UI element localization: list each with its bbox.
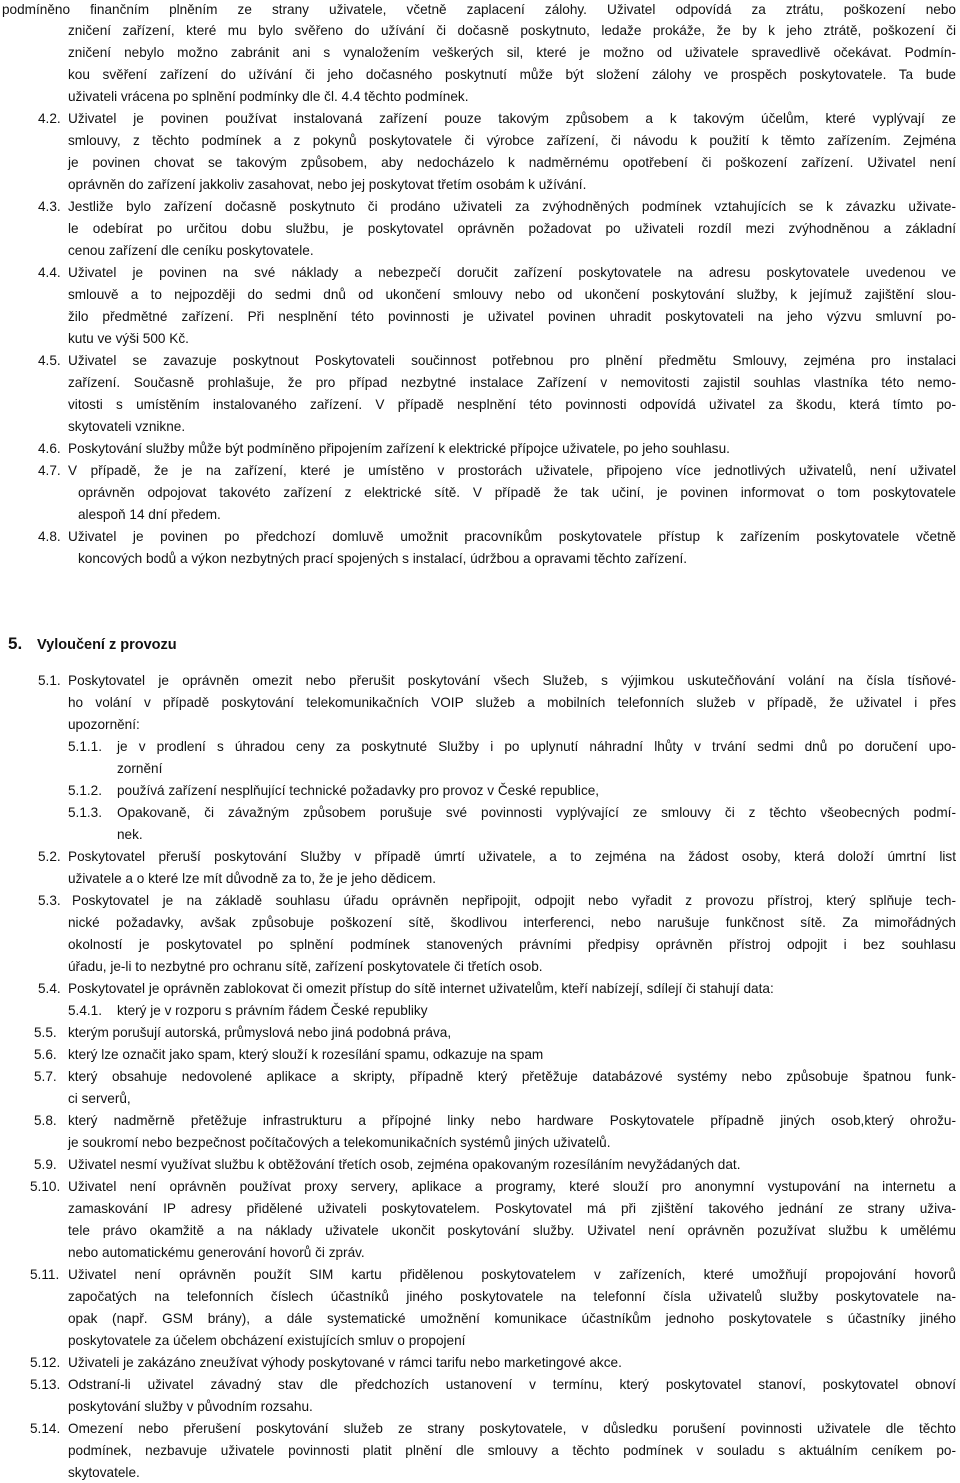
text-line: oprávněn do zařízení jakkoliv zasahovat, nebo jej poskytovat třetím osobám k užívání.	[68, 177, 587, 192]
clause-number: 5.8.	[34, 1113, 57, 1128]
text-line: který lze označit jako spam, který slouží k rozesílání spamu, odkazuje na spam	[68, 1047, 544, 1062]
text-line: koncových bodů a výkon nezbytných prací spojených s instalací, údržbou a opravami těchto zařízení.	[78, 551, 688, 566]
text-line: Poskytovatel je oprávněn omezit nebo přerušit poskytování všech Služeb, s výjimkou uskutečňování volání na čísla tísňové-	[68, 673, 956, 688]
text-line: kutu ve výši 500 Kč.	[68, 331, 189, 346]
text-line: Jestliže bylo zařízení dočasně poskytnuto či prodáno uživateli za zvýhodněných podmínek vztahujících se k závazku uživate-	[68, 199, 956, 214]
text-line: V případě, že je na zařízení, které je umístěno v prostorách uživatele, připojeno více jednotlivých uživatelů, není uživatel	[68, 463, 956, 478]
text-line: alespoň 14 dní předem.	[78, 507, 221, 522]
clause-number: 4.7.	[38, 463, 61, 478]
text-line: zornění	[117, 761, 163, 776]
text-line: podmínek, nezbavuje uživatele povinnosti platit plnění dle smlouvy a těchto podmínek v souladu s aktuálním ceníkem po-	[68, 1443, 956, 1458]
text-line: podmíněno finančním plněním ze strany uživatele, včetně zaplacení zálohy. Uživatel odpovídá za ztrátu, poškození nebo	[2, 2, 956, 17]
text-line: je soukromí nebo bezpečnost počítačových a telekomunikačních systémů jiných uživatelů.	[68, 1135, 611, 1150]
clause-number: 5.1.	[38, 673, 61, 688]
clause-number: 5.12.	[30, 1355, 61, 1370]
text-line: nebo automatickému generování hovorů či zpráv.	[68, 1245, 365, 1260]
clause-number: 4.2.	[38, 111, 61, 126]
text-line: zničení zařízení, které mu bylo svěřeno do užívání či dočasně poskytnuto, ledaže prokáže, že by k jeho ztrátě, poškození či	[68, 23, 956, 38]
text-line: Poskytovatel přeruší poskytování Služby v případě úmrtí uživatele, a to zejména na žádost osoby, která doloží úmrtní list	[68, 849, 956, 864]
text-line: Poskytování služby může být podmíněno připojením zařízení k elektrické přípojce uživatele, po jeho souhlasu.	[68, 441, 730, 456]
text-line: Poskytovatel je oprávněn zablokovat či omezit přístup do sítě internet uživatelům, kteří nabízejí, sdílejí či stahují data:	[68, 981, 774, 996]
text-line: který obsahuje nedovolené aplikace a skripty, případně který přetěžuje databázové systémy nebo způsobuje špatnou funk-	[68, 1069, 956, 1084]
text-line: nické požadavky, avšak způsobuje poškození sítě, škodlivou interferenci, nebo narušuje funkčnost sítě. Za mimořádných	[68, 915, 956, 930]
text-line: le odebírat po určitou dobu službu, je poskytovatel oprávněn požadovat po uživateli rozdíl mezi zvýhodněnou a základní	[68, 221, 956, 236]
text-line: poskytovatele za účelem obcházení existujících smluv o propojení	[68, 1333, 466, 1348]
text-line: zamaskování IP adresy přidělené uživateli poskytovatelem. Poskytovatel má při zjištění takového jednání ze strany uživa-	[68, 1201, 956, 1216]
clause-number: 4.6.	[38, 441, 61, 456]
text-line: smlouvě a to nejpozději do sedmi dnů od ukončení smlouvy nebo od ukončení poskytování služby, k jejímuž zajištění slou-	[68, 287, 956, 302]
clause-number: 5.2.	[38, 849, 61, 864]
clause-number: 5.1.1.	[68, 739, 103, 754]
text-line: skytovatele.	[68, 1465, 140, 1480]
text-line: ci serverů,	[68, 1091, 131, 1106]
clause-number: 5.7.	[34, 1069, 57, 1084]
text-line: kou svěření zařízení do užívání či jeho dočasného poskytnutí může být složení zálohy ve prospěch poskytovatele. Ta bude	[68, 67, 956, 82]
clause-number: 5.1.3.	[68, 805, 103, 820]
text-line: uživateli vrácena po splnění podmínky dle čl. 4.4 těchto podmínek.	[68, 89, 469, 104]
text-line: ho volání v případě poskytování telekomunikačních VOIP služeb a mobilních telefonních služeb v případě, že uživatel i přes	[68, 695, 956, 710]
text-line: Uživatel je povinen po předchozí domluvě umožnit pracovníkům poskytovatele přístup k zařízením poskytovatele včetně	[68, 529, 956, 544]
text-line: nek.	[117, 827, 143, 842]
clause-number: 5.11.	[30, 1267, 60, 1282]
text-line: používá zařízení nesplňující technické požadavky pro provoz v České republice,	[117, 783, 600, 798]
clause-number: 5.10.	[30, 1179, 61, 1194]
text-line: tele právo okamžitě a na náklady uživatele ukončit poskytování služby. Uživatel není oprávněn pozužívat službu k umělému	[68, 1223, 956, 1238]
section-title: Vyloučení z provozu	[37, 637, 177, 653]
text-line: Opakovaně, či závažným způsobem porušuje své povinnosti vyplývající ze smlouvy či z těchto všeobecných podmí-	[117, 805, 956, 820]
clause-number: 4.4.	[38, 265, 61, 280]
text-line: cenou zařízení dle ceníku poskytovatele.	[68, 243, 314, 258]
text-line: oprávněn odpojovat takovéto zařízení z elektrické sítě. V případě že tak učiní, je povinen informovat o tom poskytovatele	[78, 485, 956, 500]
text-line: zařízení. Současně prohlašuje, že pro případ nezbytné instalace Zařízení v nemovitosti zajistil souhlas vlastníka této nemo-	[68, 375, 956, 390]
text-line: započatých na telefonních číslech účastníků jiného poskytovatele na telefonní čísla uživatelů služby poskytovatele na-	[68, 1289, 956, 1304]
text-line: poskytování služby v původním rozsahu.	[68, 1399, 313, 1414]
clause-number: 5.14.	[30, 1421, 61, 1436]
text-line: který nadměrně přetěžuje infrastrukturu a přípojné linky nebo hardware Poskytovatele případně jiných osob,který ohrožu-	[68, 1113, 956, 1128]
clause-number: 5.4.1.	[68, 1003, 103, 1018]
text-line: kterým porušují autorská, průmyslová nebo jiná podobná práva,	[68, 1025, 452, 1040]
text-line: uživatele a o které lze mít důvodně za to, že je jeho dědicem.	[68, 871, 436, 886]
text-line: Uživatel je povinen používat instalovaná zařízení pouze takovým způsobem a k takovým účelům, které vyplývají ze	[68, 111, 956, 126]
text-line: zničení nebylo možno zabránit ani s vynaložením veškerých sil, které je možno od uživatele spravedlivě očekávat. Podmín-	[68, 45, 956, 60]
section-number: 5.	[8, 634, 23, 653]
clause-number: 5.5.	[34, 1025, 57, 1040]
text-line: Uživateli je zakázáno zneužívat výhody poskytované v rámci tarifu nebo marketingové akce.	[68, 1355, 622, 1370]
text-line: Uživatel není oprávněn použít SIM kartu přidělenou poskytovatelem v zařízeních, které umožňují propojování hovorů	[68, 1267, 956, 1282]
text-line: žilo předmětné zařízení. Při nesplnění této povinnosti je uživatel povinen uhradit poskytovateli na jeho výzvu smluvní po-	[68, 309, 956, 324]
clause-number: 5.13.	[30, 1377, 61, 1392]
text-line: Uživatel není oprávněn používat proxy servery, aplikace a programy, které slouží pro anonymní vystupování na internetu a	[68, 1179, 956, 1194]
clause-number: 5.1.2.	[68, 783, 103, 798]
clause-number: 4.3.	[38, 199, 61, 214]
clause-number: 5.4.	[38, 981, 61, 996]
text-line: je povinen chovat se takovým způsobem, aby nedocházelo k nadměrnému opotřebení či poškození zařízení. Uživatel není	[68, 155, 956, 170]
clause-number: 5.3.	[38, 893, 61, 908]
text-line: okolností je poskytovatel po splnění podmínek stanovených právními předpisy oprávněn přístroj odpojit i bez souhlasu	[68, 937, 956, 952]
clause-number: 4.8.	[38, 529, 61, 544]
text-line: Uživatel je povinen na své náklady a nebezpečí doručit zařízení poskytovatele na adresu poskytovatele uvedenou ve	[68, 265, 956, 280]
text-line: upozornění:	[68, 717, 140, 732]
text-line: Uživatel se zavazuje poskytnout Poskytovateli součinnost potřebnou pro plnění předmětu Smlouvy, zejména pro instalaci	[68, 353, 956, 368]
text-line: vitosti s umístěním instalovaného zařízení. V případě nesplnění této povinnosti odpovídá uživatel za škodu, která tímto po-	[68, 397, 956, 412]
text-line: úřadu, je-li to nezbytné pro ochranu sítě, zařízení poskytovatele či třetích osob.	[68, 959, 543, 974]
text-line: skytovateli vznikne.	[68, 419, 186, 434]
text-line: Uživatel nesmí využívat službu k obtěžování třetích osob, zejména opakovaným rozesíláním nevyžádaných dat.	[68, 1157, 741, 1172]
clause-number: 5.6.	[34, 1047, 57, 1062]
clause-number: 5.9.	[34, 1157, 57, 1172]
text-line: Poskytovatel je na základě souhlasu úřadu oprávněn nepřipojit, odpojit nebo vyřadit z provozu přístroj, který splňuje tech-	[72, 893, 956, 908]
text-line: který je v rozporu s právním řádem České republiky	[117, 1003, 428, 1018]
text-line: Odstraní-li uživatel závadný stav dle předchozích ustanovení v termínu, který poskytovatel stanoví, poskytovatel obnoví	[68, 1377, 956, 1392]
text-line: smlouvy, z těchto podmínek a z pokynů poskytovatele či výrobce zařízení, či návodu k použití k těmto zařízením. Zejména	[68, 133, 956, 148]
text-line: Omezení nebo přerušení poskytování služeb ze strany poskytovatele, v důsledku porušení povinnosti uživatele dle těchto	[68, 1421, 956, 1436]
clause-number: 4.5.	[38, 353, 61, 368]
text-line: je v prodlení s úhradou ceny za poskytnuté Služby i po uplynutí náhradní lhůty v trvání sedmi dnů po doručení upo-	[117, 739, 956, 754]
text-line: opak (např. GSM brány), a dále systematické umožnění komunikace účastníkům jednoho poskytovatele s účastníky jiného	[68, 1311, 956, 1326]
